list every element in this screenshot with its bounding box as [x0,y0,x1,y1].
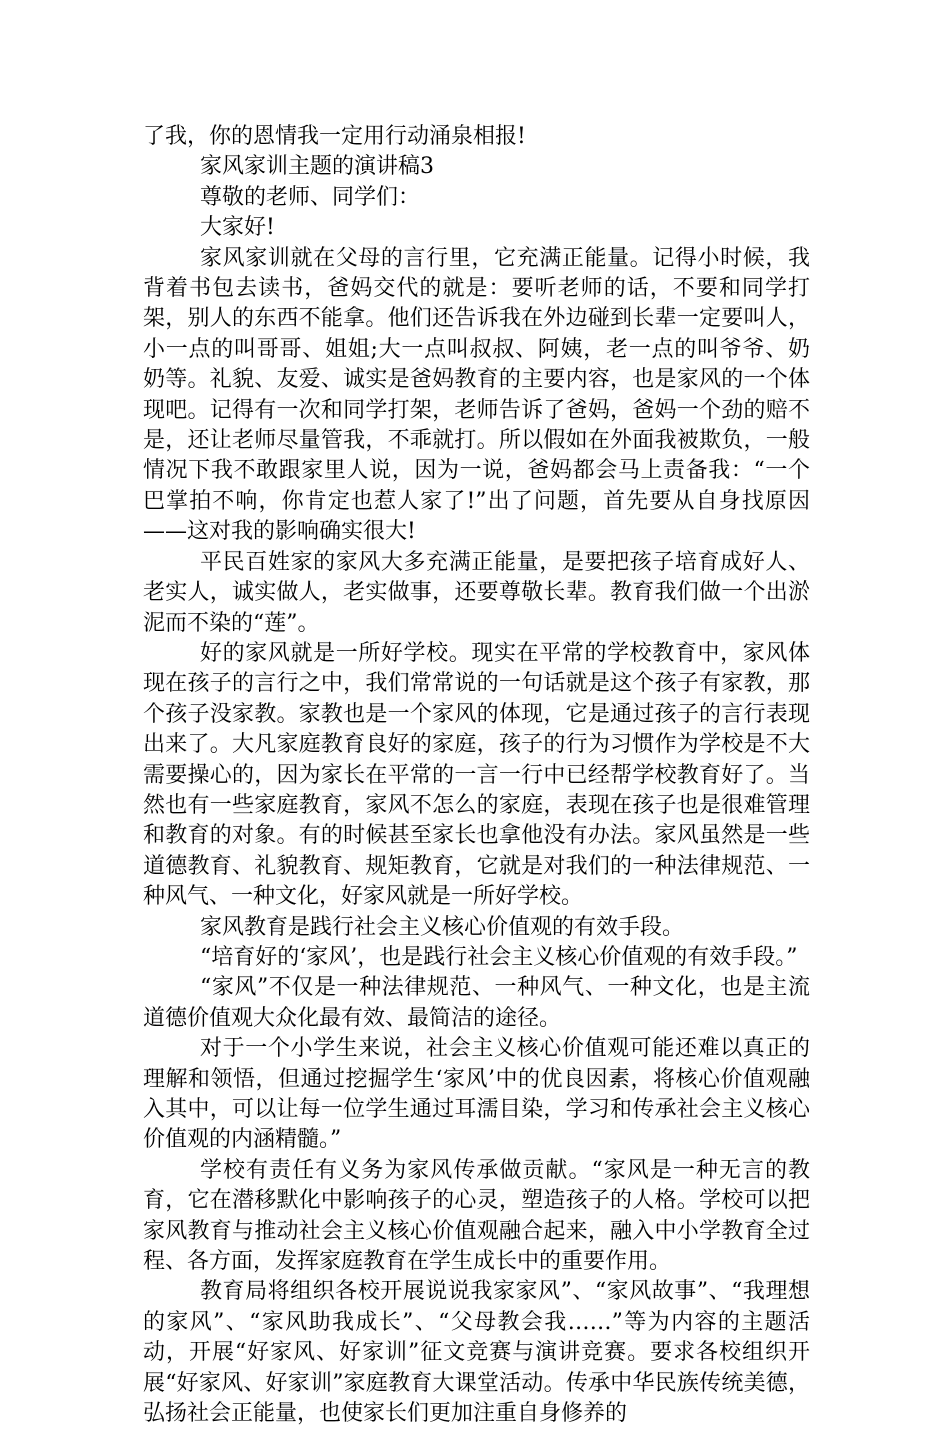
paragraph-11: 对于一个小学生来说，社会主义核心价值观可能还难以真正的理解和领悟，但通过挖掘学生‘家风’中的优良因素，将核心价值观融入其中，可以让每一位学生通过耳濡目染，学习和传承社会主义核心价值观的内涵精髓。” [143,1036,810,1153]
paragraph-5: 家风家训就在父母的言行里，它充满正能量。记得小时候，我背着书包去读书，爸妈交代的就是：要听老师的话，不要和同学打架，别人的东西不能拿。他们还告诉我在外边碰到长辈一定要叫人，小一点的叫哥哥、姐姐;大一点叫叔叔、阿姨，老一点的叫爷爷、奶奶等。礼貌、友爱、诚实是爸妈教育的主要内容，也是家风的一个体现吧。记得有一次和同学打架，老师告诉了爸妈，爸妈一个劲的赔不是，还让老师尽量管我，不乖就打。所以假如在外面我被欺负，一般情况下我不敢跟家里人说，因为一说，爸妈都会马上责备我：“一个巴掌拍不响，你肯定也惹人家了!”出了问题，首先要从自身找原因——这对我的影响确实很大! [143,245,810,545]
speech-title: 家风家训主题的演讲稿3 [200,154,434,180]
paragraph-8: 家风教育是践行社会主义核心价值观的有效手段。 [200,914,685,940]
greeting: 大家好! [200,215,275,241]
paragraph-9: “培育好的‘家风’，也是践行社会主义核心价值观的有效手段。” [200,944,798,970]
paragraph-10: “家风”不仅是一种法律规范、一种风气、一种文化，也是主流道德价值观大众化最有效、最简洁的途径。 [143,975,810,1031]
paragraph-13: 教育局将组织各校开展说说我家家风”、“家风故事”、“我理想的家风”、“家风助我成长”、“父母教会我……”等为内容的主题活动，开展“好家风、好家训”征文竞赛与演讲竞赛。要求各校组织开展“好家风、好家训”家庭教育大课堂活动。传承中华民族传统美德，弘扬社会正能量，也使家长们更加注重自身修养的 [143,1279,810,1427]
document-body [143,122,810,1429]
paragraph-12: 学校有责任有义务为家风传承做贡献。“家风是一种无言的教育，它在潜移默化中影响孩子的心灵，塑造孩子的人格。学校可以把家风教育与推动社会主义核心价值观融合起来，融入中小学教育全过程、各方面，发挥家庭教育在学生成长中的重要作用。 [143,1157,810,1275]
paragraph-1: 了我，你的恩情我一定用行动涌泉相报! [143,124,526,149]
salutation: 尊敬的老师、同学们： [200,184,421,210]
paragraph-7: 好的家风就是一所好学校。现实在平常的学校教育中，家风体现在孩子的言行之中，我们常常说的一句话就是这个孩子有家教，那个孩子没家教。家教也是一个家风的体现，它是通过孩子的言行表现出来了。大凡家庭教育良好的家庭，孩子的行为习惯作为学校是不大需要操心的，因为家长在平常的一言一行中已经帮学校教育好了。当然也有一些家庭教育，家风不怎么的家庭，表现在孩子也是很难管理和教育的对象。有的时候甚至家长也拿他没有办法。家风虽然是一些道德教育、礼貌教育、规矩教育，它就是对我们的一种法律规范、一种风气、一种文化，好家风就是一所好学校。 [143,640,810,910]
paragraph-6: 平民百姓家的家风大多充满正能量，是要把孩子培育成好人、老实人，诚实做人，老实做事，还要尊敬长辈。教育我们做一个出淤泥而不染的“莲”。 [143,549,810,636]
